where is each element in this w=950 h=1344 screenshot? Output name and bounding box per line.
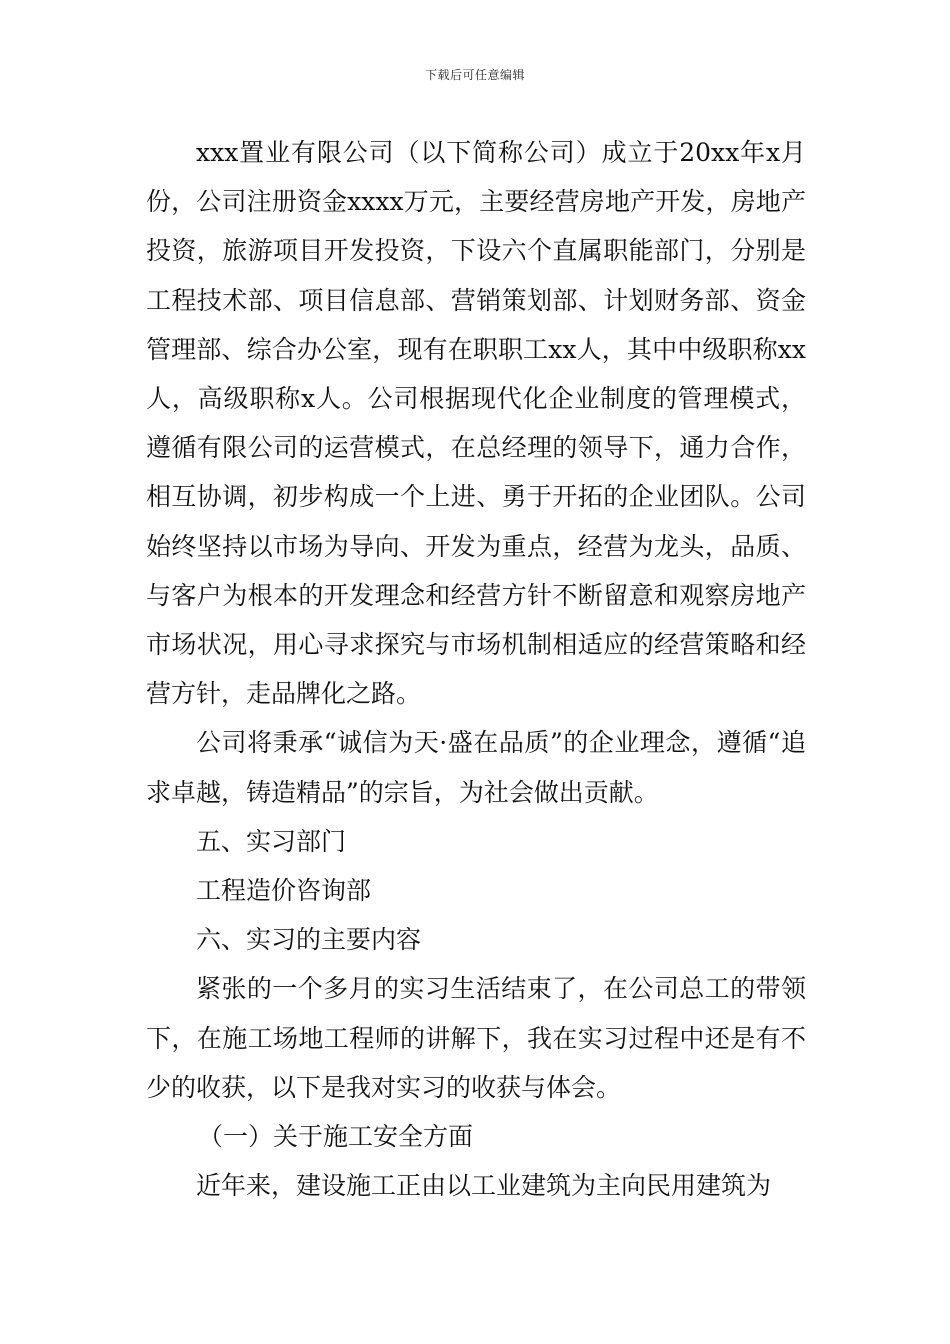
page-header: 下载后可任意编辑 — [424, 68, 525, 82]
section-heading-internship-content: 六、实习的主要内容 — [196, 925, 422, 955]
paragraph-company-intro: xxx置业有限公司（以下简称公司）成立于20xx年x月份，公司注册资金xxxx万元，主要经营房地产开发，房地产投资，旅游项目开发投资，下设六个直属职能部门，分别是工程技术部、项目信息部、营销策划部、计划财务部、资金管理部、综合办公室，现有在职职工xx人，其中中级职称xx人，高级职称x人。公司根据现代化企业制度的管理模式，遵循有限公司的运营模式，在总经理的领导下，通力合作，相互协调，初步构成一个上进、勇于开拓的企业团队。公司始终坚持以市场为导向、开发为重点，经营为龙头，品质、与客户为根本的开发理念和经营方针不断留意和观察房地产市场状况，用心寻求探究与市场机制相适应的经营策略和经营方针，走品牌化之路。 — [146, 138, 806, 709]
section-heading-internship-department: 五、实习部门 — [196, 826, 347, 856]
paragraph-company-philosophy: 公司将秉承“诚信为天·盛在品质”的企业理念，遵循“追求卓越，铸造精品”的宗旨，为社会做出贡献。 — [146, 728, 806, 807]
document-body — [146, 128, 806, 1210]
subsection-heading-construction-safety: （一）关于施工安全方面 — [198, 1122, 474, 1152]
paragraph-construction-safety: 近年来，建设施工正由以工业建筑为主向民用建筑为 — [196, 1171, 772, 1201]
paragraph-internship-summary: 紧张的一个多月的实习生活结束了，在公司总工的带领下，在施工场地工程师的讲解下，我在实习过程中还是有不少的收获，以下是我对实习的收获与体会。 — [146, 974, 806, 1102]
paragraph-department-name: 工程造价咨询部 — [196, 876, 372, 906]
